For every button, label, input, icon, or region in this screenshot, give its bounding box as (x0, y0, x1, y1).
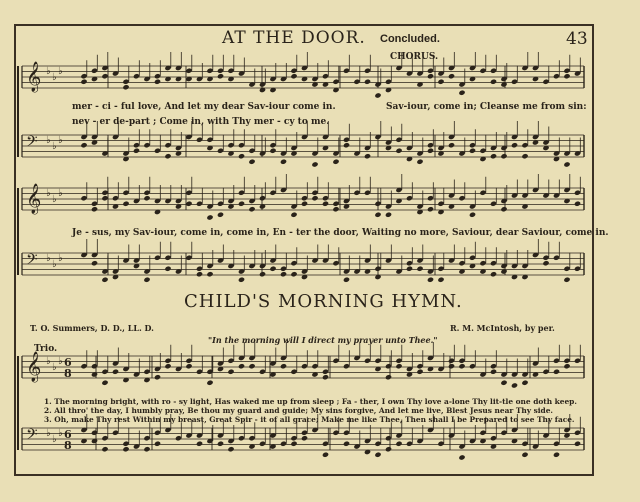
note-head (280, 271, 287, 277)
note-head (490, 271, 497, 277)
note-head (269, 148, 276, 154)
note-head (385, 374, 392, 380)
staves (18, 61, 584, 452)
note-head (458, 90, 465, 96)
note-head (458, 363, 465, 369)
flat-icon: ♭ (52, 362, 57, 373)
note-head (101, 73, 108, 79)
note-head (374, 452, 381, 458)
note-head (80, 79, 87, 85)
note-head (521, 380, 528, 386)
note-head (164, 363, 171, 369)
note-head (164, 153, 171, 159)
note-head (196, 271, 203, 277)
note-head (91, 260, 98, 266)
note-head (458, 454, 465, 460)
note-head (290, 271, 297, 277)
note-head (332, 206, 339, 212)
note-head (154, 79, 161, 85)
note-head (395, 441, 402, 447)
note-head (122, 201, 129, 207)
lyricist-credit: T. O. Summers, D. D., LL. D. (30, 323, 154, 333)
note-head (553, 452, 560, 458)
note-head (469, 212, 476, 218)
note-head (217, 212, 224, 218)
note-head (196, 441, 203, 447)
note-head (332, 159, 339, 165)
note-head (406, 266, 413, 272)
note-head (563, 277, 570, 283)
note-head (469, 148, 476, 154)
hymn-title-at-the-door: AT THE DOOR. (222, 28, 366, 48)
lyrics-system-2: Je - sus, my Sav-iour, come in, come in, En - ter the door, Waiting no more, Saviour, dear Saviour, come in. (72, 228, 609, 238)
note-head (217, 441, 224, 447)
note-head (206, 271, 213, 277)
note-head (343, 142, 350, 148)
note-head (185, 201, 192, 207)
flat-icon: ♭ (58, 428, 63, 439)
bass-clef-icon: 𝄢 (26, 426, 38, 447)
lyrics-line-1b: Sav-iour, come in; Cleanse me from sin: (386, 102, 587, 112)
verse-3: 3. Oh, make Thy rest Within my breast, Great Spir - it of all grace; Make me like Thee, Then shall I be Prepared to see Thy face. (44, 415, 575, 424)
flat-icon: ♭ (52, 72, 57, 83)
note-head (238, 363, 245, 369)
flat-icon: ♭ (46, 356, 51, 367)
flat-icon: ♭ (58, 66, 63, 77)
note-head (574, 201, 581, 207)
note-head (101, 195, 108, 201)
note-head (574, 441, 581, 447)
trio-label: Trio. (34, 344, 58, 354)
note-head (542, 260, 549, 266)
composer-credit: R. M. McIntosh, by per. (450, 323, 555, 333)
note-head (301, 201, 308, 207)
note-head (416, 369, 423, 375)
note-head (416, 159, 423, 165)
lyrics-line-1: mer - ci - ful love, And let my dear Sav-iour come in. (72, 102, 336, 112)
note-head (143, 277, 150, 283)
flat-icon: ♭ (58, 253, 63, 264)
note-head (437, 277, 444, 283)
note-head (164, 266, 171, 272)
note-head (385, 446, 392, 452)
hymn-title-childs-morning-hymn: CHILD'S MORNING HYMN. (184, 291, 463, 312)
time-signature-bottom: 8 (64, 439, 72, 452)
note-head (101, 277, 108, 283)
note-head (91, 206, 98, 212)
note-head (322, 374, 329, 380)
note-head (206, 214, 213, 220)
flat-icon: ♭ (58, 188, 63, 199)
note-head (185, 363, 192, 369)
flat-icon: ♭ (58, 135, 63, 146)
note-head (206, 380, 213, 386)
note-head (563, 161, 570, 167)
time-signature-bottom: 8 (64, 367, 72, 380)
bass-clef-icon: 𝄢 (26, 133, 38, 154)
note-head (112, 369, 119, 375)
note-head (269, 266, 276, 272)
note-head (322, 452, 329, 458)
note-head (322, 201, 329, 207)
note-head (238, 153, 245, 159)
note-head (101, 380, 108, 386)
note-head (374, 92, 381, 98)
verse-2: 2. All thro' the day, I humbly pray, Be thou my guard and guide; My sins forgive, And let me live, Blest Jesus near Thy side. (44, 406, 553, 415)
note-head (395, 363, 402, 369)
note-head (521, 153, 528, 159)
note-head (553, 369, 560, 375)
flat-icon: ♭ (46, 66, 51, 77)
epigraph: "In the morning will I direct my prayer unto Thee." (208, 335, 438, 345)
note-head (122, 84, 129, 90)
note-head (490, 369, 497, 375)
note-head (364, 153, 371, 159)
concluded-label: Concluded. (380, 33, 440, 45)
flat-icon: ♭ (46, 135, 51, 146)
note-head (154, 441, 161, 447)
flat-icon: ♭ (52, 434, 57, 445)
note-head (227, 446, 234, 452)
flat-icon: ♭ (52, 194, 57, 205)
note-head (563, 73, 570, 79)
note-head (227, 369, 234, 375)
verse-1: 1. The morning bright, with ro - sy light, Has waked me up from sleep ; Fa - ther, I own Thy love a-lone Thy lit-tle one doth keep. (44, 397, 577, 406)
note-head (290, 212, 297, 218)
note-head (385, 212, 392, 218)
note-head (290, 73, 297, 79)
note-head (427, 148, 434, 154)
flat-icon: ♭ (46, 428, 51, 439)
note-head (437, 79, 444, 85)
note-head (80, 142, 87, 148)
note-head (280, 363, 287, 369)
note-head (500, 380, 507, 386)
time-signature-top: 6 (64, 428, 72, 441)
note-head (427, 73, 434, 79)
flat-icon: ♭ (46, 188, 51, 199)
note-head (343, 441, 350, 447)
note-head (217, 73, 224, 79)
note-head (248, 206, 255, 212)
notes (80, 52, 581, 461)
note-head (280, 159, 287, 165)
note-head (133, 148, 140, 154)
note-head (290, 441, 297, 447)
flat-icon: ♭ (52, 141, 57, 152)
note-head (521, 452, 528, 458)
note-head (259, 271, 266, 277)
note-head (101, 446, 108, 452)
treble-clef-icon: 𝄞 (26, 184, 42, 214)
note-head (490, 79, 497, 85)
note-head (143, 446, 150, 452)
note-head (301, 435, 308, 441)
note-head (448, 363, 455, 369)
note-head (122, 446, 129, 452)
note-head (500, 153, 507, 159)
note-head (500, 206, 507, 212)
note-head (248, 159, 255, 165)
note-head (238, 277, 245, 283)
flat-icon: ♭ (58, 356, 63, 367)
note-head (143, 195, 150, 201)
note-head (395, 148, 402, 154)
lyrics-line-2: nev - er de-part ; Come in, with Thy mer - cy to me. (72, 117, 330, 127)
page-number: 43 (566, 29, 588, 49)
flat-icon: ♭ (46, 253, 51, 264)
note-head (311, 161, 318, 167)
note-head (511, 382, 518, 388)
treble-clef-icon: 𝄞 (26, 62, 42, 92)
note-head (511, 142, 518, 148)
note-head (448, 73, 455, 79)
time-signature-top: 6 (64, 356, 72, 369)
bass-clef-icon: 𝄢 (26, 251, 38, 272)
note-head (364, 79, 371, 85)
note-head (311, 195, 318, 201)
note-head (427, 206, 434, 212)
chorus-label: CHORUS. (390, 52, 439, 62)
treble-clef-icon: 𝄞 (26, 352, 42, 382)
note-head (416, 266, 423, 272)
note-head (238, 201, 245, 207)
note-head (563, 363, 570, 369)
flat-icon: ♭ (52, 259, 57, 270)
note-head (374, 212, 381, 218)
note-head (490, 153, 497, 159)
note-head (343, 277, 350, 283)
note-head (427, 277, 434, 283)
note-head (248, 363, 255, 369)
note-head (448, 142, 455, 148)
note-head (154, 374, 161, 380)
